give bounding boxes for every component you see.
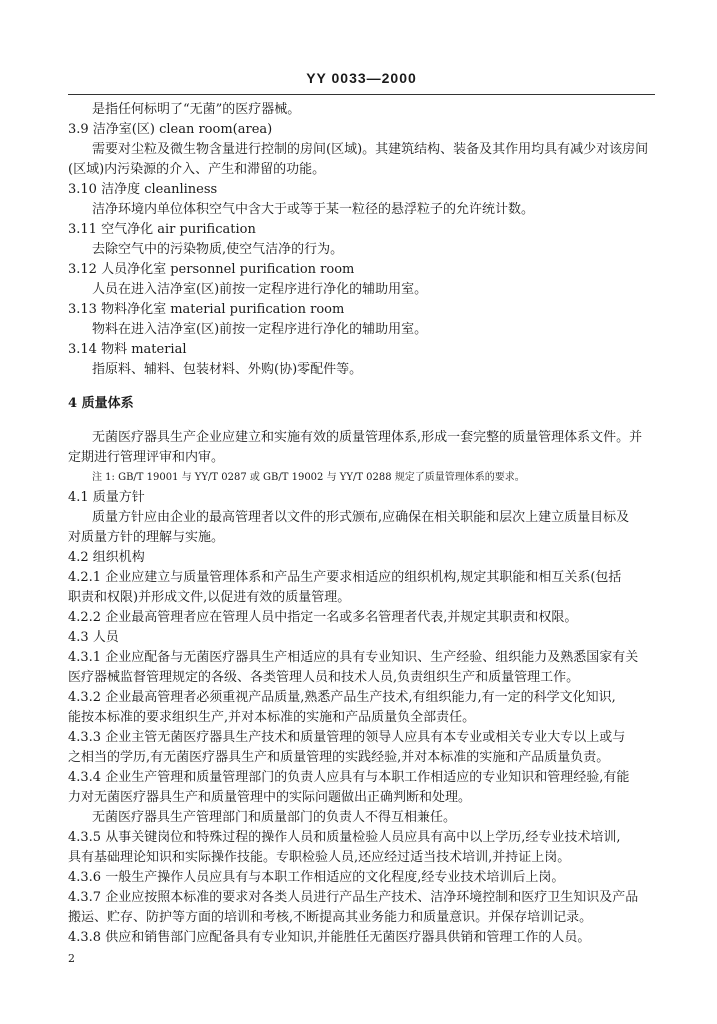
text-line: 4.2.2 企业最高管理者应在管理人员中指定一名或多名管理者代表,并规定其职责和权限。 [68, 610, 578, 625]
document-body [68, 100, 655, 948]
text-line: 是指任何标明了“无菌”的医疗器械。 [92, 102, 301, 117]
text-line: 去除空气中的污染物质,使空气洁净的行为。 [92, 242, 344, 257]
text-line: 具有基础理论知识和实际操作技能。专职检验人员,还应经过适当技术培训,并持证上岗。 [68, 850, 571, 865]
text-line: 对质量方针的理解与实施。 [68, 530, 225, 545]
section-heading: 4 质量体系 [68, 396, 134, 411]
text-line: 3.14 物料 material [68, 342, 187, 357]
text-line: 4.3.8 供应和销售部门应配备具有专业知识,并能胜任无菌医疗器具供销和管理工作的人员。 [68, 930, 591, 945]
text-line: 需要对尘粒及微生物含量进行控制的房间(区域)。其建筑结构、装备及其作用均具有减少对该房间 [92, 142, 649, 157]
text-line: 4.3.5 从事关键岗位和特殊过程的操作人员和质量检验人员应具有高中以上学历,经专业技术培训, [68, 830, 621, 845]
text-line: 4.3.2 企业最高管理者必须重视产品质量,熟悉产品生产技术,有组织能力,有一定的科学文化知识, [68, 690, 616, 705]
text-line: 定期进行管理评审和内审。 [68, 450, 225, 465]
text-line: 洁净环境内单位体积空气中含大于或等于某一粒径的悬浮粒子的允许统计数。 [92, 202, 535, 217]
note-line: 注 1: GB/T 19001 与 YY/T 0287 或 GB/T 19002 与 YY/T 0288 规定了质量管理体系的要求。 [92, 472, 525, 483]
text-line: 能按本标准的要求组织生产,并对本标准的实施和产品质量负全部责任。 [68, 710, 476, 725]
text-line: 职责和权限)并形成文件,以促进有效的质量管理。 [68, 590, 351, 605]
text-line: 指原料、辅料、包装材料、外购(协)零配件等。 [92, 362, 363, 377]
text-line: 之相当的学历,有无菌医疗器具生产和质量管理的实践经验,并对本标准的实施和产品质量负责。 [68, 750, 610, 765]
text-line: 物料在进入洁净室(区)前按一定程序进行净化的辅助用室。 [92, 322, 428, 337]
text-line: 质量方针应由企业的最高管理者以文件的形式颁布,应确保在相关职能和层次上建立质量目标及 [92, 510, 630, 525]
text-line: 3.11 空气净化 air purification [68, 222, 256, 237]
text-line: 力对无菌医疗器具生产和质量管理中的实际问题做出正确判断和处理。 [68, 790, 472, 805]
text-line: 3.10 洁净度 cleanliness [68, 182, 218, 197]
text-line: 3.12 人员净化室 personnel purification room [68, 262, 355, 277]
standard-number-header: YY 0033—2000 [306, 70, 417, 86]
text-line: 4.1 质量方针 [68, 490, 145, 505]
text-line: 4.3.6 一般生产操作人员应具有与本职工作相适应的文化程度,经专业技术培训后上岗。 [68, 870, 565, 885]
section-gap [68, 380, 655, 394]
text-line: 无菌医疗器具生产管理部门和质量部门的负责人不得互相兼任。 [92, 810, 457, 825]
text-line: 4.3 人员 [68, 630, 119, 645]
text-line: 4.3.4 企业生产管理和质量管理部门的负责人应具有与本职工作相适应的专业知识和管理经验,有能 [68, 770, 630, 785]
text-line: 4.3.3 企业主管无菌医疗器具生产技术和质量管理的领导人应具有本专业或相关专业大专以上或与 [68, 730, 626, 745]
text-line: 4.3.7 企业应按照本标准的要求对各类人员进行产品生产技术、洁净环境控制和医疗卫生知识及产品 [68, 890, 639, 905]
section-gap [68, 414, 655, 428]
text-line: 4.2.1 企业应建立与质量管理体系和产品生产要求相适应的组织机构,规定其职能和相互关系(包括 [68, 570, 622, 585]
text-line: 3.9 洁净室(区) clean room(area) [68, 122, 273, 137]
text-line: 4.3.1 企业应配备与无菌医疗器具生产相适应的具有专业知识、生产经验、组织能力及熟悉国家有关 [68, 650, 639, 665]
text-line: 人员在进入洁净室(区)前按一定程序进行净化的辅助用室。 [92, 282, 428, 297]
page-number: 2 [68, 952, 75, 965]
text-line: 3.13 物料净化室 material purification room [68, 302, 345, 317]
header-rule [68, 94, 655, 95]
text-line: 无菌医疗器具生产企业应建立和实施有效的质量管理体系,形成一套完整的质量管理体系文件。并 [92, 430, 643, 445]
text-line: (区域)内污染源的介入、产生和滞留的功能。 [68, 162, 326, 177]
text-line: 医疗器械监督管理规定的各级、各类管理人员和技术人员,负责组织生产和质量管理工作。 [68, 670, 580, 685]
text-line: 搬运、贮存、防护等方面的培训和考核,不断提高其业务能力和质量意识。并保存培训记录。 [68, 910, 593, 925]
text-line: 4.2 组织机构 [68, 550, 145, 565]
